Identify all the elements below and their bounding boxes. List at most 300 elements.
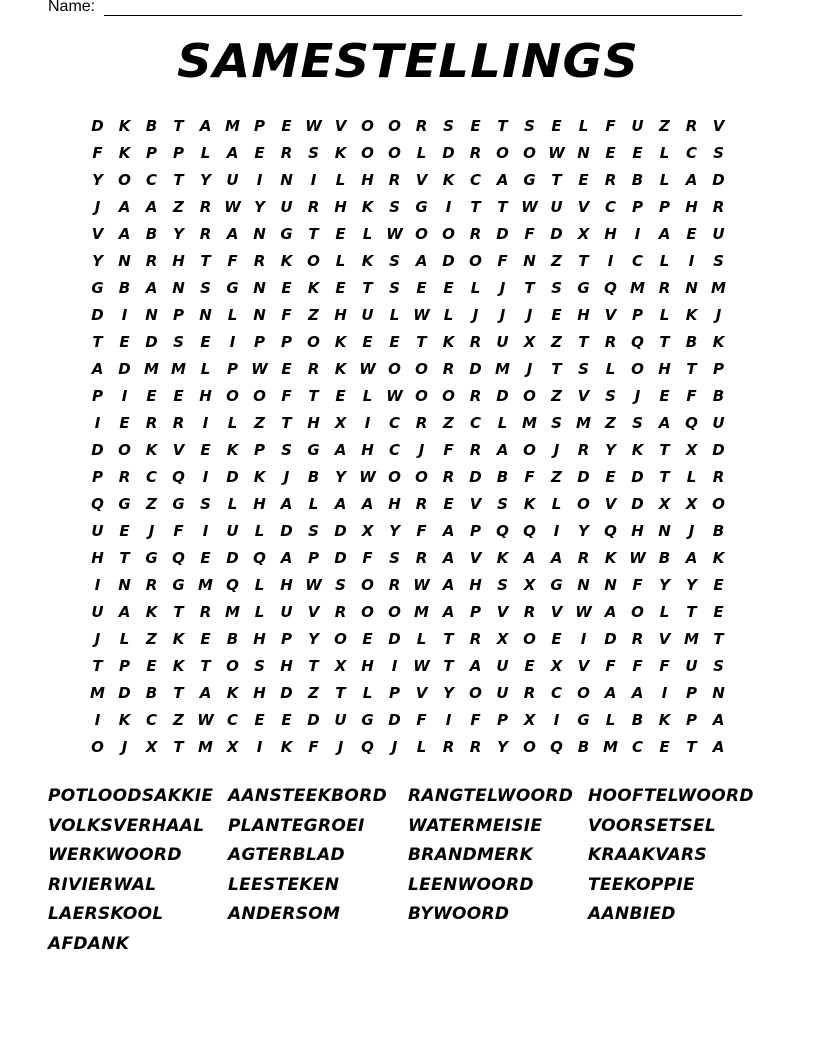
grid-letter[interactable]: I <box>121 386 128 405</box>
grid-letter[interactable]: O <box>523 440 536 459</box>
grid-letter[interactable]: R <box>469 332 482 351</box>
grid-letter[interactable]: F <box>281 386 292 405</box>
grid-letter[interactable]: E <box>335 386 346 405</box>
grid-letter[interactable]: B <box>685 332 698 351</box>
grid-letter[interactable]: O <box>469 251 482 270</box>
grid-letter[interactable]: T <box>659 467 670 486</box>
grid-letter[interactable]: V <box>415 170 428 189</box>
grid-letter[interactable]: K <box>334 359 347 378</box>
grid-letter[interactable]: J <box>715 305 722 324</box>
grid-letter[interactable]: U <box>91 602 104 621</box>
grid-letter[interactable]: A <box>199 683 212 702</box>
grid-letter[interactable]: R <box>334 602 347 621</box>
grid-letter[interactable]: F <box>605 656 616 675</box>
grid-letter[interactable]: H <box>91 548 104 567</box>
grid-letter[interactable]: G <box>550 575 563 594</box>
grid-letter[interactable]: P <box>173 143 184 162</box>
grid-letter[interactable]: O <box>388 467 401 486</box>
grid-letter[interactable]: A <box>550 548 563 567</box>
grid-letter[interactable]: G <box>415 197 428 216</box>
grid-letter[interactable]: C <box>550 683 562 702</box>
grid-letter[interactable]: Y <box>173 224 184 243</box>
grid-letter[interactable]: F <box>632 656 643 675</box>
grid-letter[interactable]: H <box>172 251 185 270</box>
grid-letter[interactable]: Q <box>523 521 536 540</box>
grid-letter[interactable]: S <box>578 359 589 378</box>
grid-letter[interactable]: D <box>442 143 455 162</box>
grid-letter[interactable]: R <box>388 170 401 189</box>
grid-letter[interactable]: Y <box>443 683 454 702</box>
grid-letter[interactable]: I <box>580 629 587 648</box>
grid-letter[interactable]: A <box>712 737 725 756</box>
grid-letter[interactable]: E <box>524 656 535 675</box>
grid-letter[interactable]: Q <box>226 575 239 594</box>
grid-letter[interactable]: G <box>577 710 590 729</box>
grid-letter[interactable]: O <box>415 224 428 243</box>
grid-letter[interactable]: Q <box>253 548 266 567</box>
grid-letter[interactable]: V <box>469 494 482 513</box>
grid-letter[interactable]: P <box>659 197 670 216</box>
grid-letter[interactable]: V <box>334 116 347 135</box>
grid-letter[interactable]: R <box>442 359 455 378</box>
grid-letter[interactable]: L <box>389 305 400 324</box>
grid-letter[interactable]: P <box>254 116 265 135</box>
grid-letter[interactable]: X <box>226 737 239 756</box>
grid-letter[interactable]: E <box>713 602 724 621</box>
grid-letter[interactable]: Y <box>200 170 211 189</box>
grid-letter[interactable]: P <box>632 197 643 216</box>
grid-letter[interactable]: K <box>442 170 455 189</box>
grid-letter[interactable]: C <box>685 143 697 162</box>
grid-letter[interactable]: M <box>171 359 186 378</box>
grid-letter[interactable]: N <box>145 305 158 324</box>
grid-letter[interactable]: H <box>658 359 671 378</box>
grid-letter[interactable]: V <box>469 548 482 567</box>
grid-letter[interactable]: L <box>254 575 265 594</box>
grid-letter[interactable]: H <box>388 494 401 513</box>
grid-letter[interactable]: L <box>416 629 427 648</box>
grid-letter[interactable]: U <box>226 170 239 189</box>
grid-letter[interactable]: T <box>578 251 589 270</box>
grid-letter[interactable]: X <box>496 629 509 648</box>
grid-letter[interactable]: V <box>577 656 590 675</box>
grid-letter[interactable]: R <box>469 143 482 162</box>
grid-letter[interactable]: V <box>604 305 617 324</box>
grid-letter[interactable]: R <box>199 602 212 621</box>
grid-letter[interactable]: R <box>415 548 428 567</box>
grid-letter[interactable]: S <box>308 143 319 162</box>
grid-letter[interactable]: T <box>173 170 184 189</box>
grid-letter[interactable]: I <box>661 683 668 702</box>
grid-letter[interactable]: B <box>226 629 239 648</box>
grid-letter[interactable]: S <box>254 656 265 675</box>
grid-letter[interactable]: X <box>145 737 158 756</box>
grid-letter[interactable]: Y <box>497 737 508 756</box>
grid-letter[interactable]: F <box>605 116 616 135</box>
grid-letter[interactable]: S <box>173 332 184 351</box>
grid-letter[interactable]: J <box>526 305 533 324</box>
grid-letter[interactable]: K <box>118 143 131 162</box>
grid-letter[interactable]: R <box>199 224 212 243</box>
grid-letter[interactable]: A <box>280 494 293 513</box>
grid-letter[interactable]: V <box>658 629 671 648</box>
grid-letter[interactable]: K <box>145 602 158 621</box>
grid-letter[interactable]: Z <box>659 116 670 135</box>
grid-letter[interactable]: F <box>497 251 508 270</box>
grid-letter[interactable]: A <box>442 602 455 621</box>
grid-letter[interactable]: X <box>334 656 347 675</box>
grid-letter[interactable]: E <box>281 710 292 729</box>
grid-letter[interactable]: G <box>91 278 104 297</box>
grid-letter[interactable]: W <box>359 467 376 486</box>
grid-letter[interactable]: T <box>173 737 184 756</box>
grid-letter[interactable]: A <box>118 224 131 243</box>
grid-letter[interactable]: L <box>335 170 346 189</box>
grid-letter[interactable]: T <box>281 413 292 432</box>
grid-letter[interactable]: Y <box>254 197 265 216</box>
grid-letter[interactable]: U <box>334 710 347 729</box>
grid-letter[interactable]: S <box>389 197 400 216</box>
grid-letter[interactable]: O <box>361 143 374 162</box>
grid-letter[interactable]: Z <box>254 413 265 432</box>
grid-letter[interactable]: I <box>391 656 398 675</box>
grid-letter[interactable]: I <box>94 710 101 729</box>
grid-letter[interactable]: R <box>199 197 212 216</box>
grid-letter[interactable]: G <box>226 278 239 297</box>
grid-letter[interactable]: A <box>685 548 698 567</box>
grid-letter[interactable]: L <box>659 170 670 189</box>
grid-letter[interactable]: F <box>632 575 643 594</box>
grid-letter[interactable]: R <box>577 548 590 567</box>
grid-letter[interactable]: R <box>253 251 266 270</box>
grid-letter[interactable]: R <box>145 251 158 270</box>
grid-letter[interactable]: E <box>443 278 454 297</box>
grid-letter[interactable]: A <box>469 656 482 675</box>
grid-letter[interactable]: R <box>523 683 536 702</box>
grid-letter[interactable]: R <box>442 737 455 756</box>
grid-letter[interactable]: K <box>226 683 239 702</box>
grid-letter[interactable]: W <box>251 359 268 378</box>
grid-letter[interactable]: T <box>173 116 184 135</box>
grid-letter[interactable]: D <box>550 224 563 243</box>
grid-letter[interactable]: Q <box>172 467 185 486</box>
grid-letter[interactable]: V <box>577 386 590 405</box>
grid-letter[interactable]: X <box>523 575 536 594</box>
grid-letter[interactable]: A <box>496 170 509 189</box>
grid-letter[interactable]: C <box>604 197 616 216</box>
grid-letter[interactable]: L <box>335 251 346 270</box>
grid-letter[interactable]: T <box>443 656 454 675</box>
grid-letter[interactable]: U <box>280 602 293 621</box>
grid-letter[interactable]: L <box>416 143 427 162</box>
grid-letter[interactable]: W <box>413 575 430 594</box>
grid-letter[interactable]: S <box>389 251 400 270</box>
grid-letter[interactable]: E <box>632 143 643 162</box>
grid-letter[interactable]: K <box>361 197 374 216</box>
grid-letter[interactable]: G <box>307 440 320 459</box>
grid-letter[interactable]: E <box>551 116 562 135</box>
grid-letter[interactable]: P <box>92 386 103 405</box>
grid-letter[interactable]: C <box>469 413 481 432</box>
grid-letter[interactable]: Z <box>551 386 562 405</box>
grid-letter[interactable]: N <box>604 575 617 594</box>
grid-letter[interactable]: R <box>415 413 428 432</box>
grid-letter[interactable]: J <box>94 197 101 216</box>
grid-letter[interactable]: M <box>495 359 510 378</box>
grid-letter[interactable]: A <box>604 683 617 702</box>
grid-letter[interactable]: Y <box>389 521 400 540</box>
grid-letter[interactable]: E <box>551 629 562 648</box>
grid-letter[interactable]: X <box>685 494 698 513</box>
grid-letter[interactable]: O <box>226 386 239 405</box>
grid-letter[interactable]: F <box>686 386 697 405</box>
grid-letter[interactable]: B <box>631 710 644 729</box>
grid-letter[interactable]: Q <box>361 737 374 756</box>
grid-letter[interactable]: I <box>688 251 695 270</box>
grid-letter[interactable]: U <box>550 197 563 216</box>
grid-letter[interactable]: T <box>173 683 184 702</box>
grid-letter[interactable]: E <box>659 737 670 756</box>
grid-letter[interactable]: N <box>118 251 131 270</box>
grid-letter[interactable]: R <box>172 413 185 432</box>
grid-letter[interactable]: O <box>631 602 644 621</box>
grid-letter[interactable]: L <box>416 737 427 756</box>
grid-letter[interactable]: R <box>388 575 401 594</box>
grid-letter[interactable]: S <box>308 521 319 540</box>
grid-letter[interactable]: L <box>443 305 454 324</box>
grid-letter[interactable]: R <box>469 224 482 243</box>
grid-letter[interactable]: T <box>713 629 724 648</box>
grid-letter[interactable]: S <box>605 386 616 405</box>
grid-letter[interactable]: Q <box>91 494 104 513</box>
grid-letter[interactable]: T <box>362 278 373 297</box>
grid-letter[interactable]: T <box>578 332 589 351</box>
grid-letter[interactable]: U <box>91 521 104 540</box>
grid-letter[interactable]: E <box>470 116 481 135</box>
grid-letter[interactable]: K <box>307 278 320 297</box>
grid-letter[interactable]: R <box>523 602 536 621</box>
grid-letter[interactable]: O <box>361 602 374 621</box>
grid-letter[interactable]: T <box>200 251 211 270</box>
grid-letter[interactable]: F <box>659 656 670 675</box>
grid-letter[interactable]: L <box>227 413 238 432</box>
grid-letter[interactable]: S <box>497 575 508 594</box>
grid-letter[interactable]: O <box>523 143 536 162</box>
grid-letter[interactable]: U <box>361 305 374 324</box>
grid-letter[interactable]: R <box>469 737 482 756</box>
grid-letter[interactable]: S <box>524 116 535 135</box>
grid-letter[interactable]: V <box>550 602 563 621</box>
grid-letter[interactable]: S <box>713 251 724 270</box>
grid-letter[interactable]: S <box>200 494 211 513</box>
grid-letter[interactable]: H <box>604 224 617 243</box>
grid-letter[interactable]: T <box>173 602 184 621</box>
grid-letter[interactable]: W <box>521 197 538 216</box>
grid-letter[interactable]: M <box>144 359 159 378</box>
grid-letter[interactable]: M <box>522 413 537 432</box>
grid-letter[interactable]: P <box>92 467 103 486</box>
grid-letter[interactable]: E <box>200 440 211 459</box>
grid-letter[interactable]: K <box>253 467 266 486</box>
grid-letter[interactable]: E <box>578 170 589 189</box>
grid-letter[interactable]: U <box>280 197 293 216</box>
grid-letter[interactable]: F <box>308 737 319 756</box>
grid-letter[interactable]: E <box>416 278 427 297</box>
grid-letter[interactable]: D <box>145 332 158 351</box>
grid-letter[interactable]: R <box>145 413 158 432</box>
grid-letter[interactable]: I <box>121 305 128 324</box>
grid-letter[interactable]: Z <box>173 710 184 729</box>
grid-letter[interactable]: O <box>307 332 320 351</box>
grid-letter[interactable]: K <box>712 548 725 567</box>
grid-letter[interactable]: V <box>496 602 509 621</box>
grid-letter[interactable]: J <box>472 305 479 324</box>
grid-letter[interactable]: Q <box>604 521 617 540</box>
grid-letter[interactable]: L <box>686 467 697 486</box>
grid-letter[interactable]: M <box>198 575 213 594</box>
grid-letter[interactable]: D <box>577 467 590 486</box>
grid-letter[interactable]: C <box>388 440 400 459</box>
grid-letter[interactable]: G <box>172 494 185 513</box>
grid-letter[interactable]: A <box>199 116 212 135</box>
grid-letter[interactable]: R <box>712 197 725 216</box>
grid-letter[interactable]: R <box>307 359 320 378</box>
grid-letter[interactable]: W <box>305 575 322 594</box>
grid-letter[interactable]: M <box>225 602 240 621</box>
grid-letter[interactable]: J <box>121 737 128 756</box>
grid-letter[interactable]: P <box>119 656 130 675</box>
grid-letter[interactable]: H <box>361 440 374 459</box>
grid-letter[interactable]: E <box>200 629 211 648</box>
grid-letter[interactable]: W <box>305 116 322 135</box>
grid-letter[interactable]: T <box>92 332 103 351</box>
grid-letter[interactable]: N <box>253 224 266 243</box>
grid-letter[interactable]: L <box>362 224 373 243</box>
grid-letter[interactable]: S <box>497 494 508 513</box>
grid-letter[interactable]: T <box>497 197 508 216</box>
grid-letter[interactable]: Z <box>551 251 562 270</box>
grid-letter[interactable]: J <box>418 440 425 459</box>
grid-letter[interactable]: T <box>92 656 103 675</box>
grid-letter[interactable]: D <box>91 305 104 324</box>
grid-letter[interactable]: A <box>334 440 347 459</box>
grid-letter[interactable]: K <box>685 305 698 324</box>
grid-letter[interactable]: S <box>551 278 562 297</box>
grid-letter[interactable]: A <box>442 521 455 540</box>
grid-letter[interactable]: S <box>335 575 346 594</box>
grid-letter[interactable]: S <box>443 116 454 135</box>
grid-letter[interactable]: Y <box>308 629 319 648</box>
grid-letter[interactable]: E <box>200 332 211 351</box>
grid-letter[interactable]: A <box>118 602 131 621</box>
grid-letter[interactable]: U <box>226 521 239 540</box>
grid-letter[interactable]: E <box>362 629 373 648</box>
grid-letter[interactable]: V <box>91 224 104 243</box>
grid-letter[interactable]: L <box>470 278 481 297</box>
grid-letter[interactable]: M <box>90 683 105 702</box>
grid-letter[interactable]: F <box>416 521 427 540</box>
grid-letter[interactable]: D <box>334 521 347 540</box>
grid-letter[interactable]: O <box>523 629 536 648</box>
grid-letter[interactable]: E <box>254 143 265 162</box>
grid-letter[interactable]: R <box>307 197 320 216</box>
grid-letter[interactable]: B <box>145 116 158 135</box>
grid-letter[interactable]: J <box>94 629 101 648</box>
grid-letter[interactable]: B <box>712 521 725 540</box>
grid-letter[interactable]: D <box>388 629 401 648</box>
grid-letter[interactable]: E <box>335 278 346 297</box>
grid-letter[interactable]: X <box>550 656 563 675</box>
grid-letter[interactable]: O <box>388 116 401 135</box>
grid-letter[interactable]: K <box>172 656 185 675</box>
grid-letter[interactable]: O <box>118 170 131 189</box>
grid-letter[interactable]: P <box>227 359 238 378</box>
grid-letter[interactable]: T <box>416 332 427 351</box>
grid-letter[interactable]: Y <box>92 251 103 270</box>
grid-letter[interactable]: A <box>523 548 536 567</box>
grid-letter[interactable]: M <box>225 116 240 135</box>
grid-letter[interactable]: I <box>229 332 236 351</box>
grid-letter[interactable]: M <box>198 737 213 756</box>
grid-letter[interactable]: R <box>631 629 644 648</box>
grid-letter[interactable]: A <box>334 494 347 513</box>
grid-letter[interactable]: E <box>173 386 184 405</box>
grid-letter[interactable]: E <box>281 359 292 378</box>
grid-letter[interactable]: H <box>307 413 320 432</box>
grid-letter[interactable]: R <box>442 467 455 486</box>
grid-letter[interactable]: G <box>577 278 590 297</box>
grid-letter[interactable]: P <box>308 548 319 567</box>
grid-letter[interactable]: Z <box>173 197 184 216</box>
grid-letter[interactable]: M <box>414 602 429 621</box>
grid-letter[interactable]: S <box>551 413 562 432</box>
grid-letter[interactable]: O <box>388 602 401 621</box>
grid-letter[interactable]: U <box>496 332 509 351</box>
grid-letter[interactable]: L <box>119 629 130 648</box>
grid-letter[interactable]: R <box>415 494 428 513</box>
grid-letter[interactable]: N <box>172 278 185 297</box>
grid-letter[interactable]: H <box>361 170 374 189</box>
grid-letter[interactable]: N <box>577 143 590 162</box>
grid-letter[interactable]: A <box>226 224 239 243</box>
grid-letter[interactable]: M <box>576 413 591 432</box>
grid-letter[interactable]: A <box>658 413 671 432</box>
grid-letter[interactable]: E <box>119 413 130 432</box>
grid-letter[interactable]: D <box>280 683 293 702</box>
grid-letter[interactable]: P <box>497 710 508 729</box>
grid-letter[interactable]: H <box>469 575 482 594</box>
grid-letter[interactable]: F <box>281 305 292 324</box>
grid-letter[interactable]: H <box>253 683 266 702</box>
grid-letter[interactable]: N <box>118 575 131 594</box>
grid-letter[interactable]: N <box>685 278 698 297</box>
grid-letter[interactable]: F <box>173 521 184 540</box>
grid-letter[interactable]: Q <box>172 548 185 567</box>
grid-letter[interactable]: B <box>577 737 590 756</box>
grid-letter[interactable]: F <box>524 467 535 486</box>
grid-letter[interactable]: X <box>361 521 374 540</box>
grid-letter[interactable]: H <box>685 197 698 216</box>
grid-letter[interactable]: T <box>659 440 670 459</box>
grid-letter[interactable]: P <box>281 629 292 648</box>
grid-letter[interactable]: O <box>226 656 239 675</box>
grid-letter[interactable]: K <box>334 332 347 351</box>
grid-letter[interactable]: A <box>496 440 509 459</box>
grid-letter[interactable]: I <box>202 521 209 540</box>
grid-letter[interactable]: E <box>605 467 616 486</box>
grid-letter[interactable]: R <box>469 440 482 459</box>
grid-letter[interactable]: E <box>605 143 616 162</box>
